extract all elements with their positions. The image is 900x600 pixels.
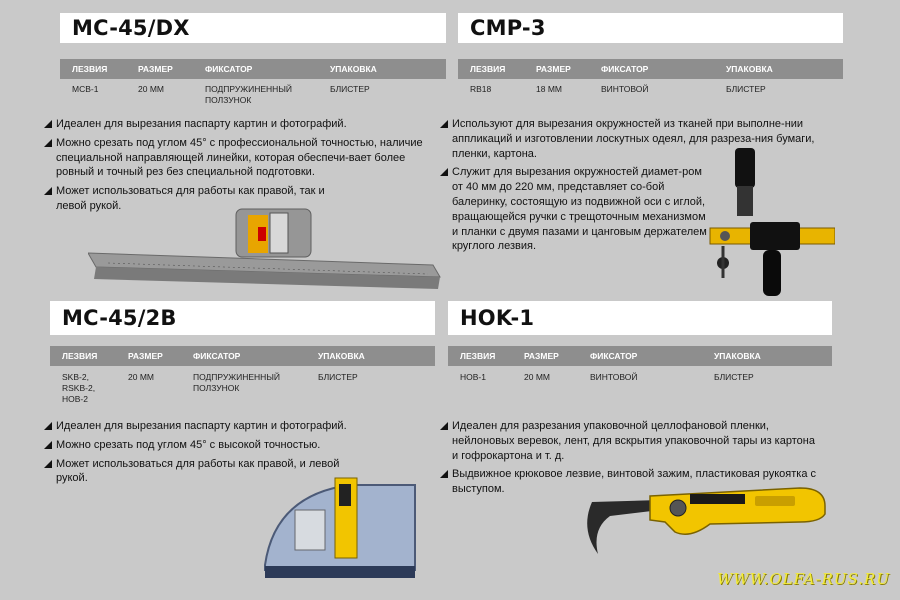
cell-pack: БЛИСТЕР <box>726 84 766 94</box>
spec-table-header <box>458 59 843 79</box>
list-item: Идеален для вырезания паспарту картин и фотографий. <box>44 117 439 132</box>
col-header-lock: ФИКСАТОР <box>205 64 253 74</box>
product-title-cmp3: CMP-3 <box>458 13 843 43</box>
cell-size: 20 ММ <box>138 84 164 94</box>
spec-table-header <box>448 346 832 366</box>
col-header-size: РАЗМЕР <box>128 351 163 361</box>
list-item: Можно срезать под углом 45° с профессиональной точностью, наличие специальной направляющей линейки, которая обеспечи-вает более ровный и точный рез без специальной подготовки. <box>44 136 439 180</box>
cell-size: 18 ММ <box>536 84 562 94</box>
cell-blades: SKB-2, RSKB-2, HOB-2 <box>62 372 96 404</box>
watermark: WWW.OLFA-RUS.RU <box>716 570 890 588</box>
col-header-blades: ЛЕЗВИЯ <box>470 64 506 74</box>
list-item: Идеален для разрезания упаковочной целлофановой пленки, нейлоновых веревок, лент, для вскрытия упаковочной тары из картона и гофрокартона и т. д. <box>440 419 820 463</box>
mc452b-cutter-image <box>255 470 425 590</box>
spec-table-header <box>50 346 435 366</box>
list-item: Служит для вырезания окружностей диамет-ром от 40 мм до 220 мм, представляет со-бой балеринку, состоящую из подвижной оси с иглой, вращающейся ручки с трещоточным механизмом и планки с двумя пазами и цанговым держателем круглого лезвия. <box>440 165 707 254</box>
list-item: Может использоваться для работы как правой, и левой рукой. <box>44 457 356 487</box>
col-header-blades: ЛЕЗВИЯ <box>62 351 98 361</box>
feature-list <box>44 117 439 218</box>
col-header-size: РАЗМЕР <box>536 64 571 74</box>
col-header-lock: ФИКСАТОР <box>601 64 649 74</box>
product-title-mc452b: MC-45/2B <box>50 301 435 335</box>
bullet-triangle-icon <box>440 470 448 478</box>
bullet-triangle-icon <box>44 422 52 430</box>
cell-lock: ПОДПРУЖИНЕННЫЙ ПОЛЗУНОК <box>193 372 280 393</box>
cell-blades: MCB-1 <box>72 84 99 94</box>
col-header-blades: ЛЕЗВИЯ <box>72 64 108 74</box>
col-header-pack: УПАКОВКА <box>726 64 773 74</box>
list-item: Можно срезать под углом 45° с высокой точностью. <box>44 438 434 453</box>
list-item: Может использоваться для работы как правой, так и левой рукой. <box>44 184 356 214</box>
mc45dx-cutter-image <box>88 205 448 295</box>
cell-pack: БЛИСТЕР <box>714 372 754 382</box>
list-item: Выдвижное крюковое лезвие, винтовой зажим, пластиковая рукоятка с выступом. <box>440 467 822 497</box>
spec-table-header <box>60 59 446 79</box>
cell-blades: HOB-1 <box>460 372 486 382</box>
bullet-triangle-icon <box>440 168 448 176</box>
col-header-size: РАЗМЕР <box>524 351 559 361</box>
cell-size: 20 ММ <box>128 372 154 382</box>
bullet-triangle-icon <box>44 120 52 128</box>
product-title-hok1: HOK-1 <box>448 301 832 335</box>
bullet-triangle-icon <box>44 187 52 195</box>
col-header-lock: ФИКСАТОР <box>590 351 638 361</box>
col-header-lock: ФИКСАТОР <box>193 351 241 361</box>
cmp3-circle-cutter-image <box>705 148 835 298</box>
cell-blades: RB18 <box>470 84 492 94</box>
col-header-size: РАЗМЕР <box>138 64 173 74</box>
cell-lock: ВИНТОВОЙ <box>601 84 649 94</box>
bullet-triangle-icon <box>44 441 52 449</box>
cell-size: 20 ММ <box>524 372 550 382</box>
product-title-mc45dx: MC-45/DX <box>60 13 446 43</box>
cell-pack: БЛИСТЕР <box>318 372 358 382</box>
col-header-pack: УПАКОВКА <box>714 351 761 361</box>
bullet-triangle-icon <box>440 422 448 430</box>
cell-lock: ВИНТОВОЙ <box>590 372 638 382</box>
list-item: Идеален для вырезания паспарту картин и фотографий. <box>44 419 434 434</box>
bullet-triangle-icon <box>440 120 448 128</box>
cell-lock: ПОДПРУЖИНЕННЫЙ ПОЛЗУНОК <box>205 84 292 105</box>
col-header-pack: УПАКОВКА <box>318 351 365 361</box>
list-item: Используют для вырезания окружностей из тканей при выполне-нии аппликаций и изготовлении лоскутных одеял, для разреза-ния бумаги, пленки, картона. <box>440 117 825 161</box>
col-header-pack: УПАКОВКА <box>330 64 377 74</box>
bullet-triangle-icon <box>44 139 52 147</box>
col-header-blades: ЛЕЗВИЯ <box>460 351 496 361</box>
cell-pack: БЛИСТЕР <box>330 84 370 94</box>
hok1-hook-cutter-image <box>580 484 830 564</box>
bullet-triangle-icon <box>44 460 52 468</box>
